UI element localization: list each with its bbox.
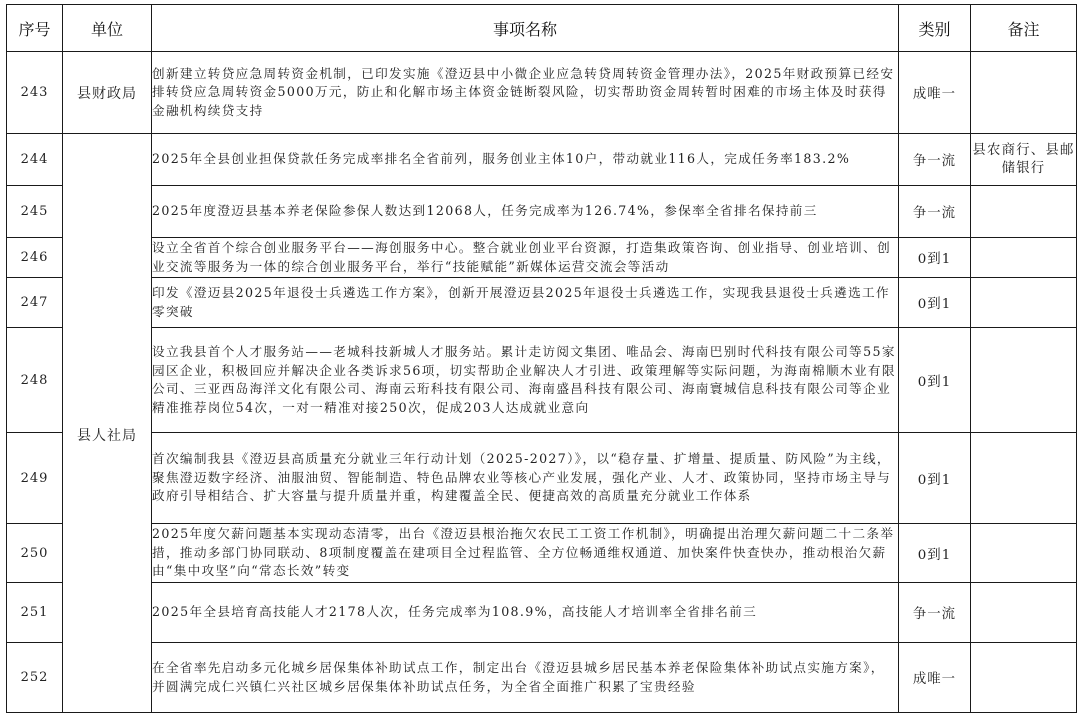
table-row (7, 52, 1077, 134)
row-description: 设立全省首个综合创业服务平台——海创服务中心。整合就业创业平台资源，打造集政策咨询、创业指导、创业培训、创业交流等服务为一体的综合创业服务平台，举行“技能赋能”新媒体运营交流会等活动 (152, 238, 899, 278)
row-seq: 248 (7, 328, 63, 433)
row-description: 在全省率先启动多元化城乡居保集体补助试点工作，制定出台《澄迈县城乡居民基本养老保险集体补助试点实施方案》，并圆满完成仁兴镇仁兴社区城乡居保集体补助试点任务，为全省全面推广积累了宝贵经验 (152, 643, 899, 713)
row-note (971, 643, 1077, 713)
row-description: 2025年度澄迈县基本养老保险参保人数达到12068人，任务完成率为126.74%，参保率全省排名保持前三 (152, 186, 899, 238)
row-seq: 244 (7, 134, 63, 186)
table-row (7, 186, 1077, 238)
row-category: 0到1 (899, 433, 971, 524)
row-category: 争一流 (899, 583, 971, 643)
row-seq: 247 (7, 278, 63, 328)
row-seq: 249 (7, 433, 63, 524)
row-description: 印发《澄迈县2025年退役士兵遴选工作方案》，创新开展澄迈县2025年退役士兵遴选工作，实现我县退役士兵遴选工作零突破 (152, 278, 899, 328)
table-row (7, 328, 1077, 433)
row-category: 争一流 (899, 134, 971, 186)
row-category: 成唯一 (899, 52, 971, 134)
row-seq: 250 (7, 524, 63, 583)
row-category: 0到1 (899, 278, 971, 328)
table-row (7, 583, 1077, 643)
row-seq: 251 (7, 583, 63, 643)
table-row (7, 278, 1077, 328)
row-seq: 246 (7, 238, 63, 278)
table-row (7, 433, 1077, 524)
row-note (971, 52, 1077, 134)
row-description: 首次编制我县《澄迈县高质量充分就业三年行动计划（2025-2027）》，以“稳存量、扩增量、提质量、防风险”为主线，聚焦澄迈数字经济、油服油贸、智能制造、特色品牌农业等核心产业发展，强化产业、人才、政策协同，坚持市场主导与政府引导相结合、扩大容量与提升质量并重，构建覆盖全民、便捷高效的高质量充分就业工作体系 (152, 433, 899, 524)
row-seq: 243 (7, 52, 63, 134)
row-unit: 县财政局 (63, 52, 152, 134)
table-header-row (7, 5, 1077, 52)
row-category: 0到1 (899, 238, 971, 278)
row-unit-merged (63, 134, 152, 713)
row-note (971, 583, 1077, 643)
header-category: 类别 (899, 5, 971, 52)
header-seq: 序号 (7, 5, 63, 52)
row-category: 0到1 (899, 524, 971, 583)
table-row (7, 524, 1077, 583)
row-description: 2025年全县培育高技能人才2178人次，任务完成率为108.9%，高技能人才培训率全省排名前三 (152, 583, 899, 643)
table-row (7, 238, 1077, 278)
header-note: 备注 (971, 5, 1077, 52)
row-description: 设立我县首个人才服务站——老城科技新城人才服务站。累计走访阅文集团、唯品会、海南巴别时代科技有限公司等55家园区企业，积极回应并解决企业各类诉求56项，切实帮助企业解决人才引进、政策理解等实际问题，为海南棉顺木业有限公司、三亚西岛海洋文化有限公司、海南云珩科技有限公司、海南盛昌科技有限公司、海南寰城信息科技有限公司等企业精准推荐岗位54次，一对一精准对接250次，促成203人达成就业意向 (152, 328, 899, 433)
work-items-table (6, 4, 1077, 713)
row-category: 争一流 (899, 186, 971, 238)
row-seq: 245 (7, 186, 63, 238)
row-category: 成唯一 (899, 643, 971, 713)
table-row (7, 134, 1077, 186)
unit-label-hr: 县人社局 (77, 428, 137, 444)
row-note (971, 524, 1077, 583)
row-description: 2025年全县创业担保贷款任务完成率排名全省前列，服务创业主体10户，带动就业116人，完成任务率183.2% (152, 134, 899, 186)
table-row (7, 643, 1077, 713)
row-note (971, 433, 1077, 524)
row-note: 县农商行、县邮储银行 (971, 134, 1077, 186)
header-item-name: 事项名称 (152, 5, 899, 52)
row-seq: 252 (7, 643, 63, 713)
header-unit: 单位 (63, 5, 152, 52)
row-category: 0到1 (899, 328, 971, 433)
row-note (971, 278, 1077, 328)
row-note (971, 186, 1077, 238)
row-note (971, 328, 1077, 433)
row-description: 创新建立转贷应急周转资金机制，已印发实施《澄迈县中小微企业应急转贷周转资金管理办法》，2025年财政预算已经安排转贷应急周转资金5000万元，防止和化解市场主体资金链断裂风险，切实帮助资金周转暂时困难的市场主体及时获得金融机构续贷支持 (152, 52, 899, 134)
row-description: 2025年度欠薪问题基本实现动态清零，出台《澄迈县根治拖欠农民工工资工作机制》，明确提出治理欠薪问题二十二条举措，推动多部门协同联动、8项制度覆盖在建项目全过程监管、全方位畅通维权通道、加快案件快查快办，推动根治欠薪由“集中攻坚”向“常态长效”转变 (152, 524, 899, 583)
row-note (971, 238, 1077, 278)
